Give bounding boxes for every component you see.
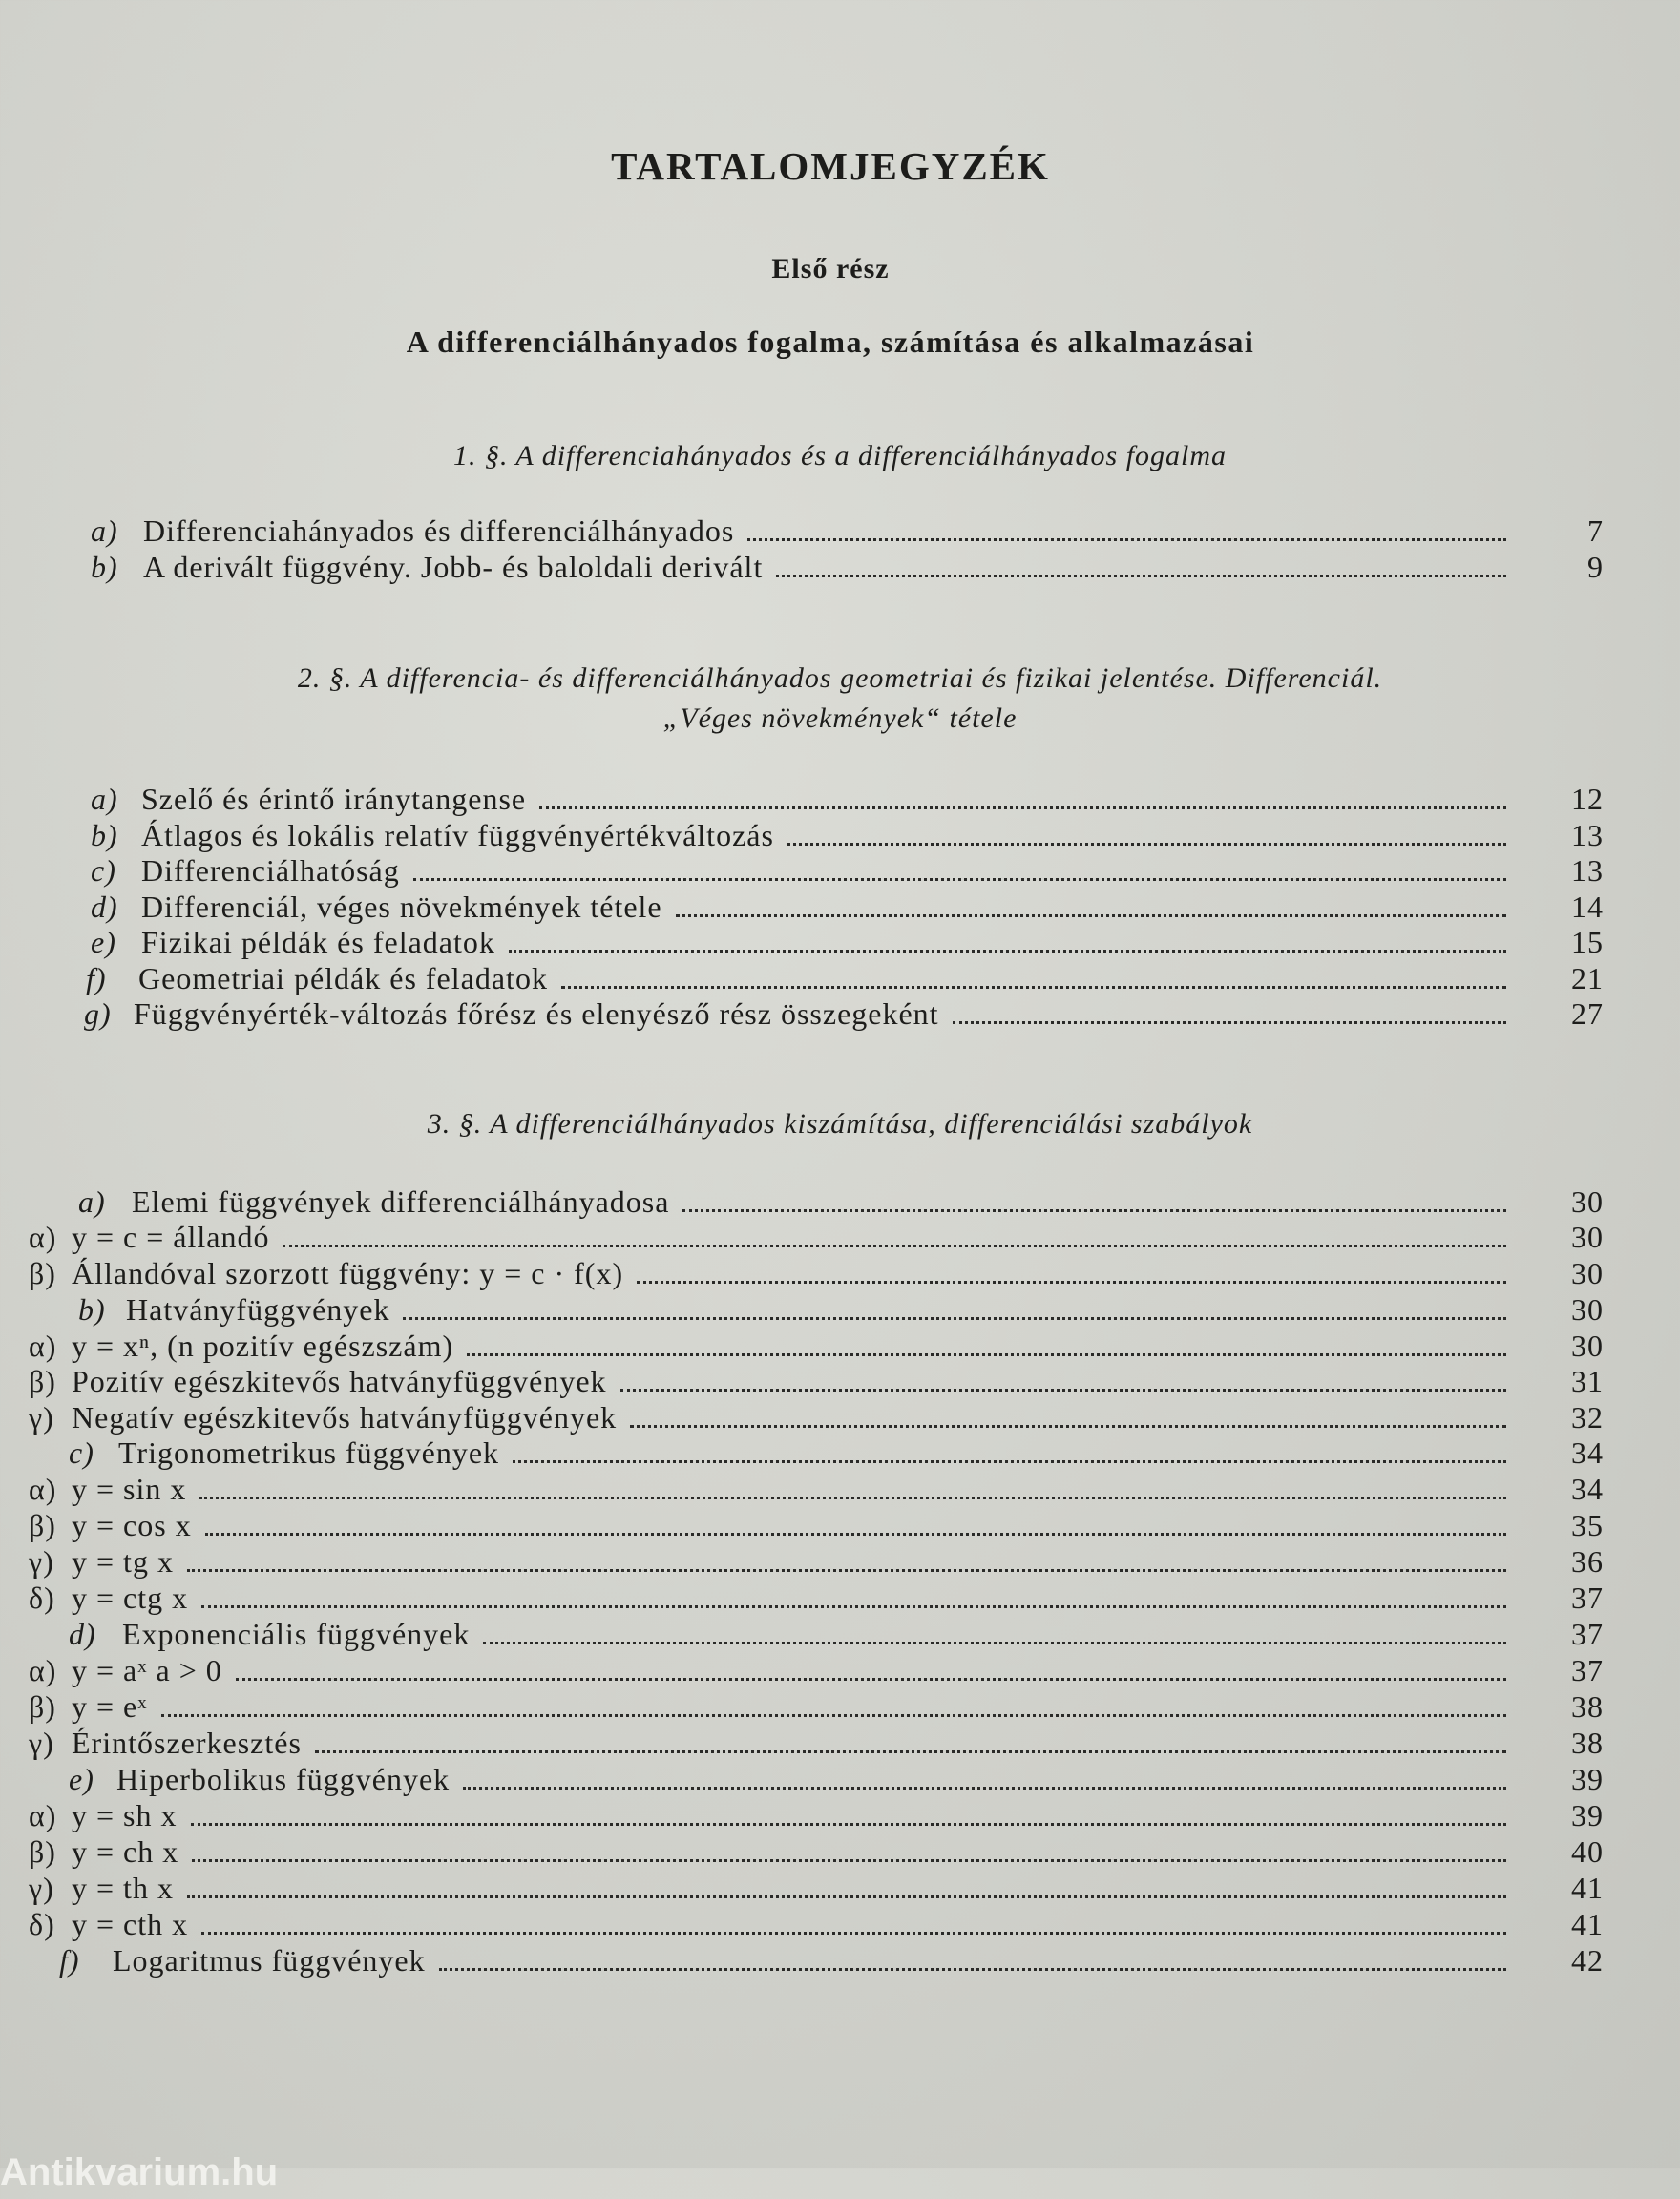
- dot-leader: [191, 1797, 1507, 1826]
- toc-entry: [0, 1761, 1604, 1797]
- toc-entry-page: 13: [1571, 818, 1604, 852]
- toc-entry-label: α): [29, 1220, 57, 1254]
- toc-entry-text: y = th x: [72, 1871, 174, 1905]
- toc-entry-text: y = c = állandó: [72, 1220, 270, 1254]
- toc-entry: [0, 1652, 1604, 1688]
- toc-entry-text: Pozitív egészkitevős hatványfüggvények: [72, 1364, 607, 1398]
- dot-leader: [953, 995, 1506, 1024]
- toc-entry-label: α): [29, 1329, 57, 1363]
- toc-entry-label: f): [86, 961, 107, 995]
- toc-entry-text: A derivált függvény. Jobb- és baloldali derivált: [143, 550, 764, 584]
- toc-entry-page: 41: [1571, 1907, 1604, 1941]
- toc-entry: [0, 1942, 1604, 1979]
- section-3-heading: 3. §. A differenciálhányados kiszámítása, differenciálási szabályok: [427, 1108, 1253, 1140]
- dot-leader: [413, 852, 1506, 881]
- toc-entry-page: 30: [1571, 1184, 1604, 1219]
- dot-leader: [201, 1580, 1506, 1608]
- toc-entry-label: d): [69, 1617, 96, 1651]
- toc-entry-page: 31: [1571, 1364, 1604, 1398]
- toc-entry-text: y = aˣ a > 0: [72, 1653, 222, 1687]
- toc-entry-text: y = cos x: [72, 1508, 192, 1542]
- toc-entry-text: Differenciálhatóság: [141, 853, 400, 888]
- dot-leader: [539, 781, 1506, 809]
- toc-entry-label: c): [91, 853, 116, 888]
- toc-entry-text: Fizikai példák és feladatok: [141, 925, 495, 959]
- dot-leader: [483, 1616, 1506, 1644]
- toc-entry-page: 15: [1571, 925, 1604, 959]
- toc-entry-text: Differenciál, véges növekmények tétele: [141, 890, 662, 924]
- toc-entry-page: 13: [1571, 853, 1604, 888]
- toc-entry-text: Logaritmus függvények: [113, 1943, 426, 1978]
- toc-entry: [0, 1797, 1604, 1833]
- toc-entry-text: Érintőszerkesztés: [72, 1726, 302, 1760]
- dot-leader: [561, 960, 1506, 989]
- toc-entry-page: 30: [1571, 1292, 1604, 1327]
- toc-entry-page: 12: [1571, 782, 1604, 816]
- toc-entry-label: γ): [29, 1726, 54, 1760]
- toc-entry-text: Szelő és érintő iránytangense: [141, 782, 527, 816]
- toc-entry-label: α): [29, 1798, 57, 1832]
- toc-entry-label: b): [91, 550, 118, 584]
- toc-entry-page: 32: [1571, 1400, 1604, 1435]
- toc-entry-page: 21: [1571, 961, 1604, 995]
- toc-entry-label: β): [29, 1508, 56, 1542]
- toc-entry-label: γ): [29, 1400, 54, 1435]
- toc-entry-page: 7: [1587, 513, 1604, 548]
- toc-entry: [0, 1833, 1604, 1870]
- toc-entry: [0, 1870, 1604, 1906]
- toc-entry: [0, 1435, 1604, 1471]
- toc-entry-label: c): [69, 1435, 94, 1470]
- toc-entry-text: Hiperbolikus függvények: [116, 1762, 451, 1796]
- toc-entry-text: y = cth x: [72, 1907, 189, 1941]
- toc-entry: [0, 781, 1604, 817]
- dot-leader: [161, 1688, 1507, 1717]
- toc-entry-page: 39: [1571, 1762, 1604, 1796]
- toc-entry-label: b): [78, 1292, 106, 1327]
- toc-entry-text: Exponenciális függvények: [122, 1617, 471, 1651]
- toc-entry: [0, 889, 1604, 925]
- toc-entry-page: 30: [1571, 1329, 1604, 1363]
- toc-entry-page: 34: [1571, 1435, 1604, 1470]
- toc-entry: [0, 1363, 1604, 1399]
- toc-entry-label: b): [91, 818, 118, 852]
- dot-leader: [509, 924, 1506, 953]
- toc-entry-text: Geometriai példák és feladatok: [138, 961, 548, 995]
- toc-entry-text: y = ctg x: [72, 1581, 189, 1615]
- toc-entry-label: δ): [29, 1581, 55, 1615]
- dot-leader: [788, 817, 1506, 846]
- dot-leader: [439, 1942, 1506, 1971]
- toc-entry-label: e): [91, 925, 116, 959]
- toc-entry-label: γ): [29, 1871, 54, 1905]
- toc-entry: [0, 960, 1604, 996]
- section-1-heading: 1. §. A differenciahányados és a differenciálhányados fogalma: [452, 440, 1228, 471]
- toc-entry-text: y = xⁿ, (n pozitív egészszám): [72, 1329, 454, 1363]
- toc-entry-label: δ): [29, 1907, 55, 1941]
- toc-entry-page: 30: [1571, 1220, 1604, 1254]
- dot-leader: [620, 1363, 1506, 1392]
- toc-entry-page: 38: [1571, 1726, 1604, 1760]
- toc-entry: [0, 1291, 1604, 1328]
- toc-entry-label: β): [29, 1834, 56, 1869]
- toc-entry: [0, 852, 1604, 889]
- toc-entry: [0, 513, 1604, 549]
- toc-entry-text: y = eˣ: [72, 1689, 148, 1724]
- dot-leader: [463, 1761, 1506, 1790]
- toc-entry-label: e): [69, 1762, 94, 1796]
- toc-entry-label: β): [29, 1689, 56, 1724]
- toc-entry-page: 34: [1571, 1472, 1604, 1506]
- toc-entry: [0, 1183, 1604, 1220]
- toc-entry: [0, 549, 1604, 585]
- toc-entry: [0, 995, 1604, 1032]
- dot-leader: [201, 1906, 1506, 1935]
- part-heading: Első rész: [771, 253, 890, 284]
- toc-entry-text: Negatív egészkitevős hatványfüggvények: [72, 1400, 618, 1435]
- part-subtitle: A differenciálhányados fogalma, számítása és alkalmazásai: [406, 325, 1255, 359]
- toc-entry-text: y = ch x: [72, 1834, 179, 1869]
- toc-entry: [0, 1543, 1604, 1580]
- toc-entry-page: 39: [1571, 1798, 1604, 1832]
- dot-leader: [776, 549, 1506, 577]
- toc-entry: [0, 1471, 1604, 1507]
- dot-leader: [236, 1652, 1506, 1681]
- toc-entry-text: Hatványfüggvények: [126, 1292, 390, 1327]
- toc-entry-label: a): [91, 782, 118, 816]
- dot-leader: [467, 1328, 1506, 1356]
- toc-entry-text: y = tg x: [72, 1544, 174, 1579]
- toc-entry-text: Függvényérték-változás főrész és elenyésző rész összegeként: [134, 996, 939, 1031]
- toc-entry-label: β): [29, 1364, 56, 1398]
- toc-entry-page: 38: [1571, 1689, 1604, 1724]
- toc-entry-text: Differenciahányados és differenciálhányados: [143, 513, 735, 548]
- dot-leader: [187, 1870, 1506, 1898]
- watermark: Antikvarium.hu: [0, 2151, 279, 2193]
- toc-entry-page: 14: [1571, 890, 1604, 924]
- toc-entry: [0, 1328, 1604, 1364]
- toc-entry-label: g): [84, 996, 112, 1031]
- toc-entry: [0, 1219, 1604, 1255]
- toc-entry: [0, 924, 1604, 960]
- dot-leader: [630, 1399, 1506, 1428]
- toc-entry-label: a): [78, 1184, 106, 1219]
- page-title: TARTALOMJEGYZÉK: [611, 144, 1050, 188]
- dot-leader: [747, 513, 1506, 541]
- toc-entry-label: d): [91, 890, 118, 924]
- toc-entry-page: 41: [1571, 1871, 1604, 1905]
- dot-leader: [205, 1507, 1506, 1536]
- section-2-heading: 2. §. A differencia- és differenciálhányados geometriai és fizikai jelentése. Differenciál.: [297, 662, 1383, 694]
- dot-leader: [283, 1219, 1506, 1247]
- dot-leader: [192, 1833, 1506, 1862]
- toc-entry-label: β): [29, 1256, 56, 1290]
- section-2-heading-line2: „Véges növekmények“ tétele: [662, 702, 1018, 734]
- dot-leader: [513, 1435, 1506, 1463]
- toc-entry-text: y = sh x: [72, 1798, 178, 1832]
- toc-entry-label: f): [59, 1943, 80, 1978]
- toc-entry: [0, 1616, 1604, 1652]
- toc-entry-page: 37: [1571, 1581, 1604, 1615]
- dot-leader: [315, 1725, 1506, 1753]
- dot-leader: [187, 1543, 1506, 1572]
- toc-entry-label: α): [29, 1653, 57, 1687]
- toc-entry: [0, 1906, 1604, 1942]
- dot-leader: [403, 1291, 1506, 1320]
- toc-entry: [0, 1399, 1604, 1435]
- toc-entry: [0, 1507, 1604, 1543]
- toc-entry-text: Állandóval szorzott függvény: y = c · f(x): [72, 1256, 624, 1290]
- toc-entry-label: a): [91, 513, 118, 548]
- toc-entry-text: Elemi függvények differenciálhányadosa: [132, 1184, 670, 1219]
- toc-entry-label: α): [29, 1472, 57, 1506]
- dot-leader: [676, 889, 1506, 917]
- toc-entry: [0, 817, 1604, 853]
- toc-entry-text: Átlagos és lokális relatív függvényértékváltozás: [141, 818, 774, 852]
- toc-entry-page: 37: [1571, 1653, 1604, 1687]
- toc-entry: [0, 1688, 1604, 1725]
- toc-entry-text: Trigonometrikus függvények: [118, 1435, 500, 1470]
- toc-entry-label: γ): [29, 1544, 54, 1579]
- toc-entry: [0, 1725, 1604, 1761]
- toc-entry: [0, 1580, 1604, 1616]
- dot-leader: [637, 1255, 1506, 1284]
- toc-entry-text: y = sin x: [72, 1472, 187, 1506]
- toc-entry-page: 9: [1587, 550, 1604, 584]
- toc-entry-page: 42: [1571, 1943, 1604, 1978]
- toc-entry-page: 36: [1571, 1544, 1604, 1579]
- toc-entry: [0, 1255, 1604, 1291]
- toc-entry-page: 40: [1571, 1834, 1604, 1869]
- toc-entry-page: 30: [1571, 1256, 1604, 1290]
- toc-entry-page: 35: [1571, 1508, 1604, 1542]
- toc-entry-page: 37: [1571, 1617, 1604, 1651]
- dot-leader: [200, 1471, 1506, 1499]
- dot-leader: [682, 1183, 1506, 1212]
- toc-entry-page: 27: [1571, 996, 1604, 1031]
